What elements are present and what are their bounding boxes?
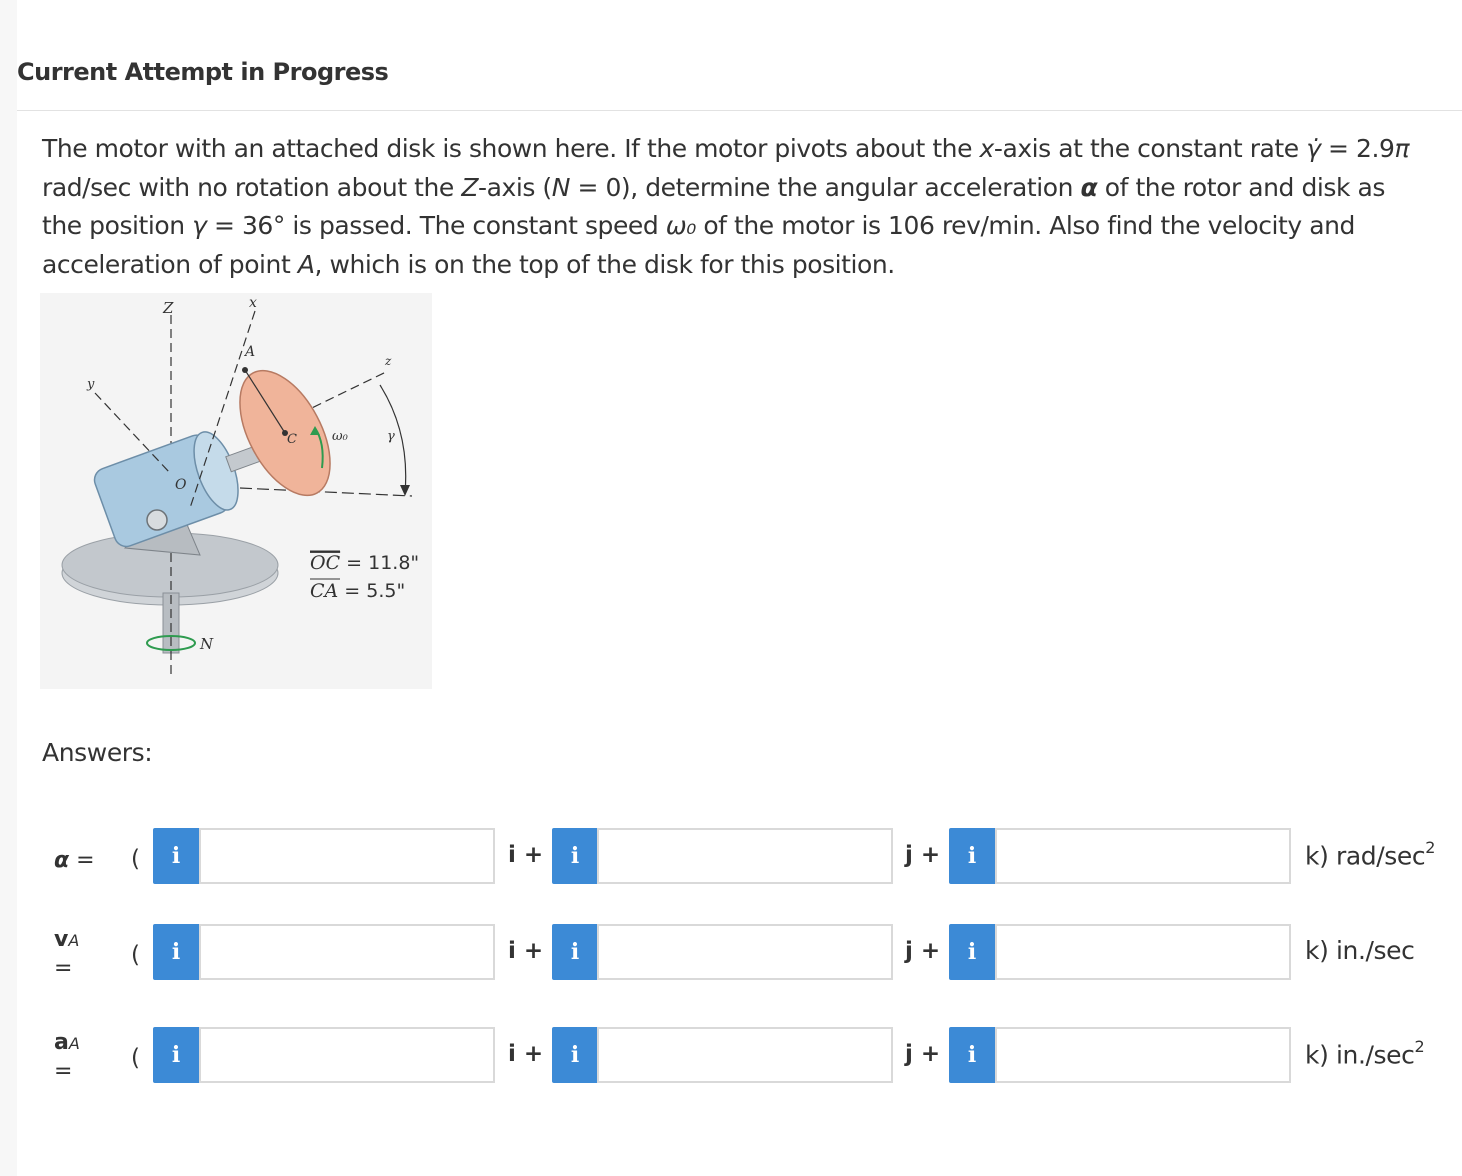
open-paren: (: [131, 1045, 140, 1071]
info-icon[interactable]: i: [949, 924, 995, 980]
figure-label-O: O: [175, 477, 187, 493]
figure-label-A: A: [245, 344, 256, 360]
open-paren: (: [131, 942, 140, 968]
info-icon[interactable]: i: [153, 1027, 199, 1083]
figure-ca-line: CA = 5.5": [310, 580, 406, 602]
alpha-k-input[interactable]: [995, 828, 1291, 884]
velocity-label: vA =: [54, 927, 80, 981]
j-separator: j +: [905, 842, 941, 868]
info-icon[interactable]: i: [552, 924, 598, 980]
j-separator: j +: [905, 1041, 941, 1067]
figure-label-Z: Z: [163, 299, 174, 317]
info-icon[interactable]: i: [153, 828, 199, 884]
info-icon[interactable]: i: [552, 828, 598, 884]
header-divider: [17, 110, 1462, 111]
velocity-unit: k) in./sec: [1305, 936, 1415, 965]
motor-disk-figure: [40, 293, 432, 689]
info-icon[interactable]: i: [552, 1027, 598, 1083]
velocity-j-input[interactable]: [597, 924, 893, 980]
info-icon[interactable]: i: [153, 924, 199, 980]
velocity-i-input[interactable]: [199, 924, 495, 980]
acceleration-j-input[interactable]: [597, 1027, 893, 1083]
acceleration-i-input[interactable]: [199, 1027, 495, 1083]
j-separator: j +: [905, 938, 941, 964]
answer-row-velocity: [0, 924, 1462, 984]
answer-row-alpha: [0, 828, 1462, 888]
velocity-k-input[interactable]: [995, 924, 1291, 980]
acceleration-unit: k) $in./\sec^2$: [1305, 1037, 1425, 1070]
left-margin-strip: [0, 0, 17, 1176]
figure-label-y: y: [87, 377, 95, 392]
figure-label-x: x: [249, 295, 257, 311]
figure-label-C: C: [287, 432, 297, 447]
answer-row-acceleration: [0, 1027, 1462, 1087]
alpha-unit: k) rad/$\sec^2$: [1305, 838, 1436, 871]
info-icon[interactable]: i: [949, 1027, 995, 1083]
alpha-label: α =: [54, 848, 95, 873]
alpha-i-input[interactable]: [199, 828, 495, 884]
figure-label-omega0: ω₀: [332, 429, 348, 444]
figure-label-z: z: [385, 354, 392, 368]
acceleration-label: aA =: [54, 1030, 80, 1084]
info-icon[interactable]: i: [949, 828, 995, 884]
acceleration-k-input[interactable]: [995, 1027, 1291, 1083]
i-separator: i +: [508, 1041, 544, 1067]
alpha-j-input[interactable]: [597, 828, 893, 884]
open-paren: (: [131, 846, 140, 872]
i-separator: i +: [508, 938, 544, 964]
figure-label-N: N: [200, 635, 214, 653]
question-text: The motor with an attached disk is shown here. If the motor pivots about the x-axis at the constant rate γ̇ = 2.9π rad/sec with no rotation about the Z-axis (N = 0), determine the angular acceleration α of the rotor and disk as the position γ = 36° is passed. The constant speed ω₀ of the motor is 106 rev/min. Also find the velocity and acceleration of point A, which is on the top of the disk for this position.: [42, 134, 1410, 279]
figure-oc-line: OC = 11.8": [310, 552, 420, 574]
i-separator: i +: [508, 842, 544, 868]
answers-label: Answers:: [42, 738, 153, 767]
figure-label-gamma: γ: [387, 429, 395, 444]
attempt-title: Current Attempt in Progress: [17, 58, 389, 86]
